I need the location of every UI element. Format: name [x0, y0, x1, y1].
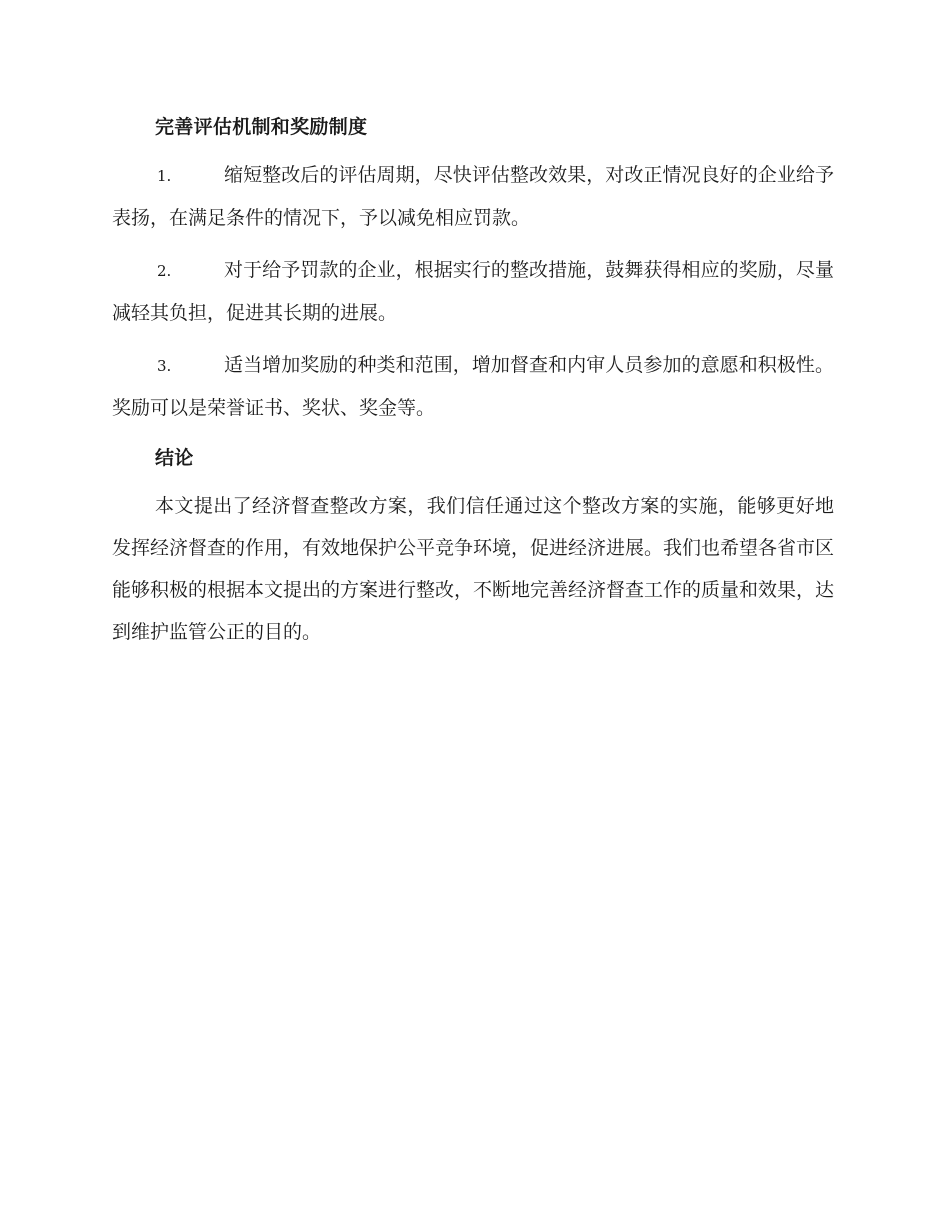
section-heading-conclusion: 结论 — [155, 447, 194, 469]
list-number-3: 3. — [157, 357, 172, 375]
list-item-1 — [112, 154, 834, 239]
list-text-3: 适当增加奖励的种类和范围，增加督查和内审人员参加的意愿和积极性。奖励可以是荣誉证书、奖状、奖金等。 — [112, 354, 834, 419]
list-number-1: 1. — [157, 167, 172, 185]
list-item-3 — [112, 344, 834, 429]
document-page — [112, 108, 834, 653]
list-number-2: 2. — [157, 262, 172, 280]
section-heading-evaluation-rewards: 完善评估机制和奖励制度 — [155, 116, 368, 138]
conclusion-paragraph: 本文提出了经济督查整改方案，我们信任通过这个整改方案的实施，能够更好地发挥经济督查的作用，有效地保护公平竞争环境，促进经济进展。我们也希望各省市区能够积极的根据本文提出的方案进行整改，不断地完善经济督查工作的质量和效果，达到维护监管公正的目的。 — [112, 495, 835, 643]
list-text-1: 缩短整改后的评估周期，尽快评估整改效果，对改正情况良好的企业给予表扬，在满足条件的情况下，予以减免相应罚款。 — [112, 164, 834, 229]
list-item-2 — [112, 249, 834, 334]
list-text-2: 对于给予罚款的企业，根据实行的整改措施，鼓舞获得相应的奖励，尽量减轻其负担，促进其长期的进展。 — [112, 259, 834, 324]
